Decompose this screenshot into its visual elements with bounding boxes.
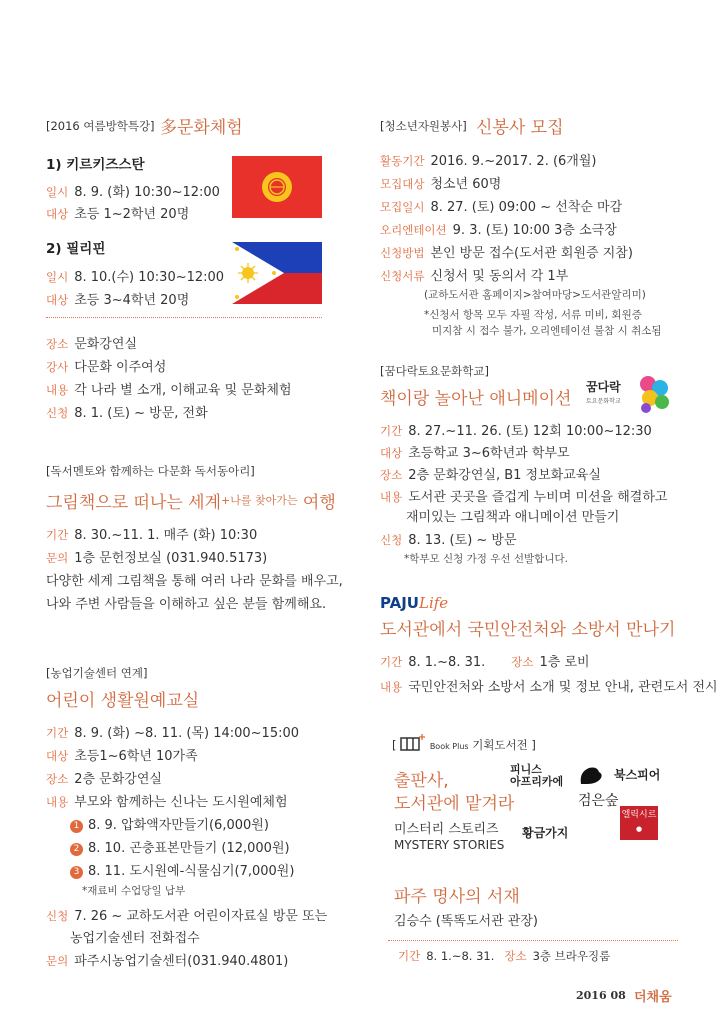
date-value: 8. 9. (화) 10:30~12:00 — [74, 185, 220, 200]
date-value: 8. 10.(수) 10:30~12:00 — [74, 270, 225, 285]
apply-value: 8. 1. (토) ~ 방문, 전화 — [74, 406, 208, 421]
period-label: 기간 — [46, 726, 69, 740]
target-label: 대상 — [46, 207, 69, 221]
content-label: 내용 — [46, 383, 69, 397]
date-label: 일시 — [46, 270, 69, 284]
section-title: 그림책으로 떠나는 세계$^{+나를 찾아가는}$ 여행 — [46, 493, 336, 513]
section-title: 어린이 생활원예교실 — [46, 691, 200, 711]
publisher-logo: 황금가지 — [522, 826, 569, 840]
section-title: 도서관에 맡겨라 — [394, 794, 515, 814]
section-tag: [꿈다락토요문화학교] — [380, 364, 489, 378]
target-value: 초등 1~2학년 20명 — [74, 207, 190, 222]
period-value: 8. 9. (화) ~8. 11. (목) 14:00~15:00 — [74, 726, 300, 741]
divider — [388, 940, 678, 941]
lecturer-label: 강사 — [46, 360, 69, 374]
section-tag: [농업기술센터 연계] — [46, 666, 148, 680]
philippines-heading: 2) 필리핀 — [46, 241, 106, 257]
apply-label: 신청 — [46, 909, 69, 923]
content-value: 부모와 함께하는 신나는 도시원예체험 — [74, 795, 288, 810]
section-title: 출판사, — [394, 771, 449, 791]
section-tag: [독서멘토와 함께하는 다문화 독서동아리] — [46, 464, 255, 478]
inquiry-value: 1층 문헌정보실 (031.940.5173) — [74, 551, 268, 566]
target-value: 초등1~6학년 10가족 — [74, 749, 198, 764]
series-title: 미스터리 스토리즈 — [394, 822, 499, 837]
section-title: 多문화체험 — [160, 118, 243, 138]
period-label: 기간 — [46, 528, 69, 542]
lecturer-value: 다문화 이주여성 — [74, 360, 167, 375]
inquiry-label: 문의 — [46, 954, 69, 968]
place-value: 2층 문화강연실 — [74, 772, 162, 787]
note: *재료비 수업당일 납부 — [82, 885, 186, 897]
publisher-logo: 북스피어 — [614, 768, 661, 782]
magazine-title: 더채움 — [634, 990, 672, 1005]
note: *신청서 항목 모두 자필 작성, 서류 미비, 회원증 — [424, 309, 642, 321]
place-label: 장소 — [46, 772, 69, 786]
target-value: 초등 3~4학년 20명 — [74, 293, 190, 308]
apply-value-cont: 농업기술센터 전화접수 — [70, 931, 200, 946]
list-item: 3 8. 11. 도시원예-식물심기(7,000원) — [70, 860, 294, 879]
publisher-logo: 피니스 아프리카에 — [510, 763, 564, 788]
section-tag: [청소년자원봉사] — [380, 119, 467, 133]
paju-life-logo: PAJULife — [380, 594, 449, 612]
place-value: 문화강연실 — [74, 337, 138, 352]
kyrgyz-heading: 1) 키르키즈스탄 — [46, 157, 145, 173]
section-title: 도서관에서 국민안전처와 소방서 만나기 — [380, 620, 676, 640]
series-title-en: MYSTERY STORIES — [394, 838, 505, 852]
list-item: 1 8. 9. 압화액자만들기(6,000원) — [70, 814, 269, 833]
section-tag: [2016 여름방학특강] — [46, 119, 155, 133]
apply-value: 7. 26 ~ 교하도서관 어린이자료실 방문 또는 — [74, 909, 328, 924]
path-note: (교하도서관 홈페이지>참여마당>도서관알리미) — [424, 289, 646, 301]
content-label: 내용 — [46, 795, 69, 809]
divider — [46, 317, 322, 318]
target-label: 대상 — [46, 749, 69, 763]
kkumdarak-logo: 꿈다락 토요문화학교 — [586, 372, 672, 418]
note: *학부모 신청 가정 우선 선발합니다. — [404, 553, 568, 565]
section-title: 책이랑 놀아난 애니메이션 — [380, 389, 572, 409]
book-plus-icon — [400, 734, 426, 752]
description-line: 다양한 세계 그림책을 통해 여러 나라 문화를 배우고, — [46, 574, 343, 589]
page-number: 2016 08 — [576, 989, 626, 1002]
place-label: 장소 — [46, 337, 69, 351]
period-value: 8. 30.~11. 1. 매주 (화) 10:30 — [74, 528, 258, 543]
publisher-logo: 검은숲 — [578, 793, 619, 809]
content-cont: 재미있는 그림책과 애니메이션 만들기 — [406, 510, 620, 525]
bird-icon — [575, 762, 605, 790]
kyrgyzstan-flag-icon — [232, 156, 322, 218]
section-title: 신봉사 모집 — [476, 118, 564, 138]
inquiry-label: 문의 — [46, 551, 69, 565]
person: 김승수 (똑똑도서관 관장) — [394, 914, 538, 929]
description-line: 나와 주변 사람들을 이해하고 싶은 분들 함께해요. — [46, 597, 327, 612]
section-tag: [ Book Plus 기획도서전 ] — [392, 734, 536, 753]
publisher-logo: 엘릭시르 ● — [620, 806, 658, 840]
note: 미지참 시 접수 불가, 오리엔테이션 불참 시 취소됨 — [432, 325, 662, 337]
target-label: 대상 — [46, 293, 69, 307]
section-title: 파주 명사의 서재 — [394, 887, 520, 907]
colorful-logo-icon — [636, 374, 670, 414]
apply-label: 신청 — [46, 406, 69, 420]
inquiry-value: 파주시농업기술센터(031.940.4801) — [74, 954, 289, 969]
list-item: 2 8. 10. 곤충표본만들기 (12,000원) — [70, 837, 290, 856]
philippines-flag-icon — [232, 242, 322, 304]
content-value: 각 나라 별 소개, 이해교육 및 문화체험 — [74, 383, 292, 398]
date-label: 일시 — [46, 185, 69, 199]
